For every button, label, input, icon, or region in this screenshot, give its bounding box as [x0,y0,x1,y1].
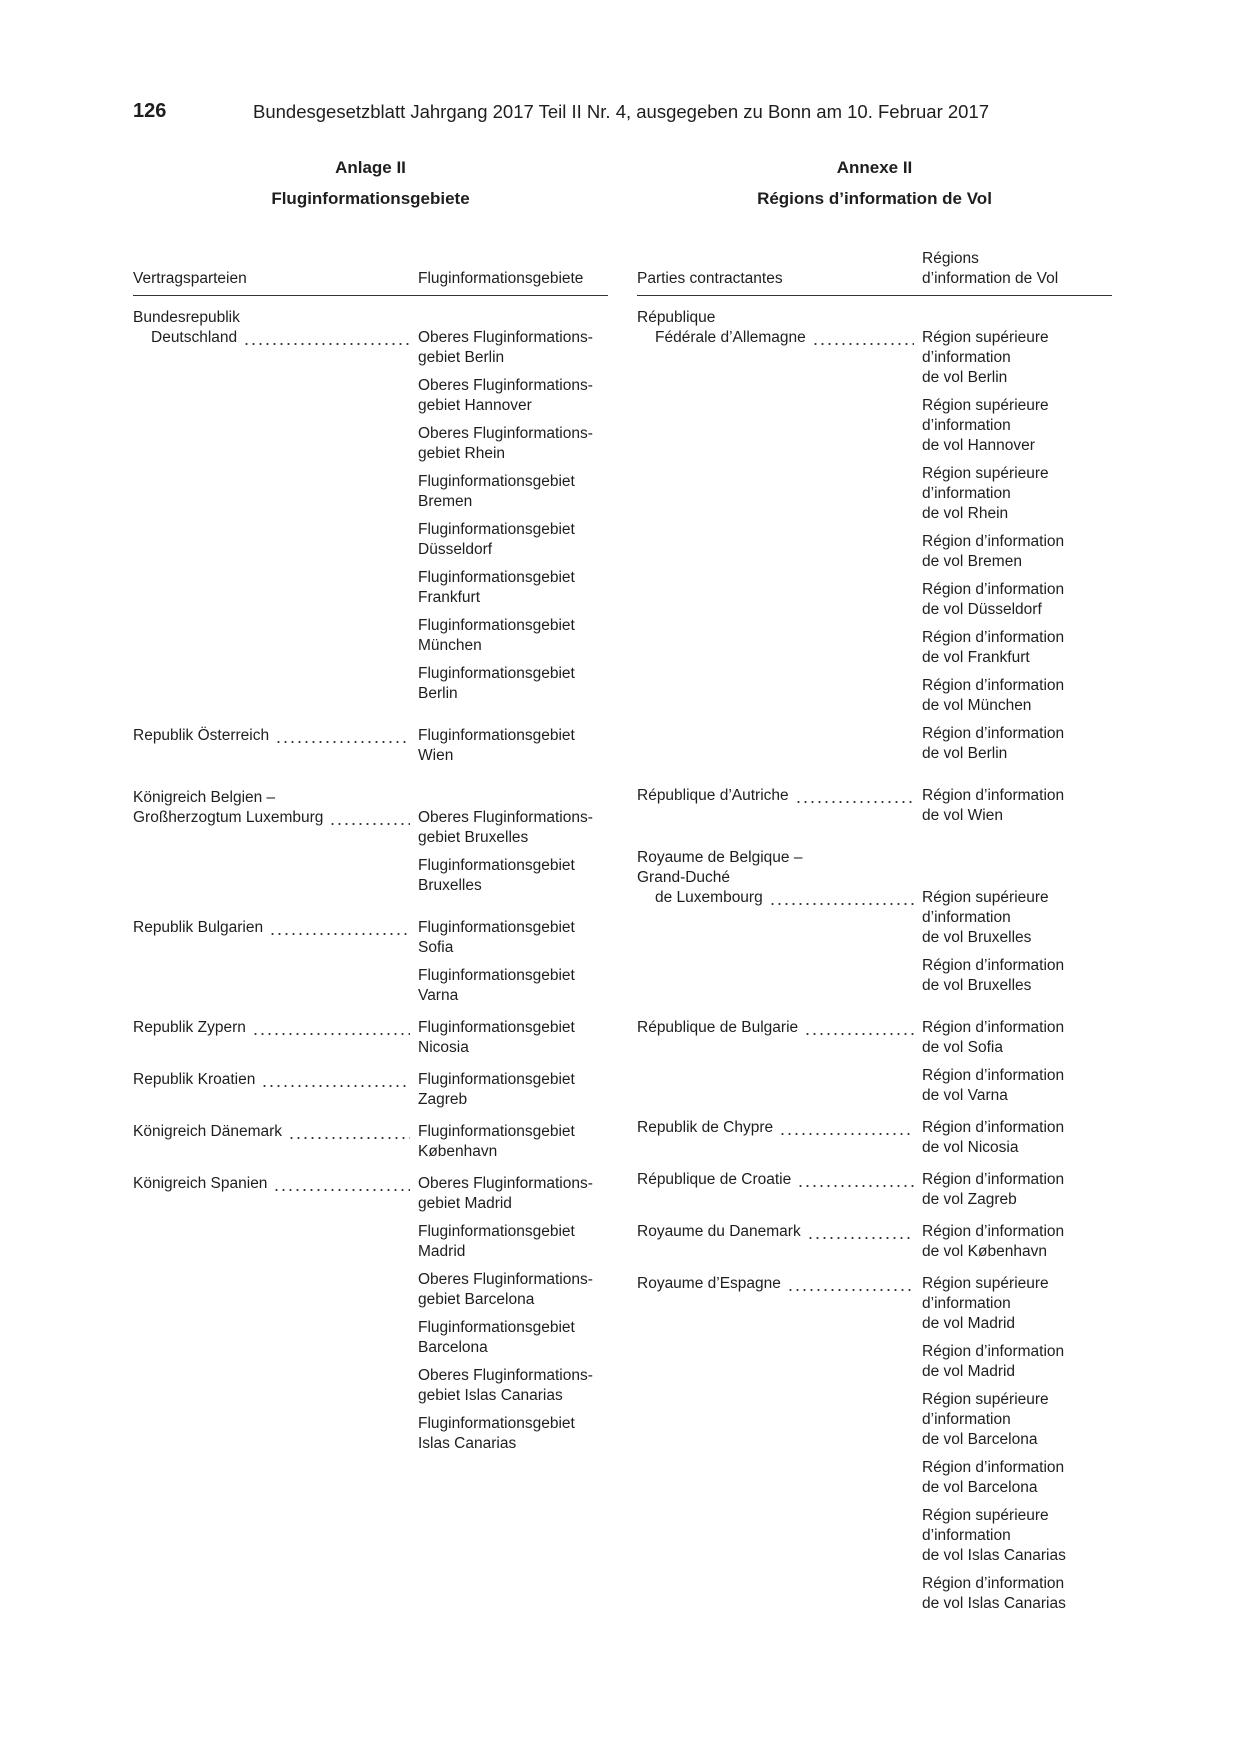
region-name-line: de vol Sofia [922,1039,1003,1056]
region-item [922,532,1112,572]
region-name-line: Fluginformationsgebiet [418,727,575,744]
region-item [922,956,1112,996]
region-name-line: København [418,1143,498,1160]
region-name-line: Région d’information [922,725,1065,742]
party-line [637,786,922,806]
region-name-line: de vol Islas Canarias [922,1547,1066,1564]
region-name-line: de vol Islas Canarias [922,1595,1066,1612]
region-item [418,726,608,766]
french-table-header [637,245,1112,296]
region-name-line: Région supérieure [922,397,1049,414]
region-item [922,888,1112,948]
region-item [418,616,608,656]
region-name-line: Fluginformationsgebiet [418,617,575,634]
region-name-line: Bremen [418,493,473,510]
region-name-line: de vol Bruxelles [922,929,1032,946]
region-name-line: de vol København [922,1243,1047,1260]
region-name-line: Région d’information [922,787,1065,804]
party-line [637,888,922,908]
region-name-line: Région supérieure [922,465,1049,482]
region-name-line: Oberes Fluginformations- [418,809,593,826]
dot-leader [797,1170,914,1190]
region-cell [418,726,608,766]
region-name-line: Région d’information [922,1067,1065,1084]
dot-leader [288,1122,410,1142]
region-name-line: Islas Canarias [418,1435,517,1452]
region-item [922,1390,1112,1450]
dot-leader [243,328,410,348]
region-item [922,1274,1112,1334]
region-name-line: München [418,637,482,654]
region-item [922,786,1112,826]
party-name: République de Croatie [637,1171,792,1188]
dot-leader [261,1070,410,1090]
party-cell [133,1174,418,1194]
region-item [922,1170,1112,1210]
running-title: Bundesgesetzblatt Jahrgang 2017 Teil II Nr. 4, ausgegeben zu Bonn am 10. Februar 2017 [253,101,990,122]
region-cell [922,1222,1112,1262]
region-cell [418,918,608,1006]
party-name: Königreich Spanien [133,1175,268,1192]
region-item [418,568,608,608]
region-name-line: de vol Frankfurt [922,649,1030,666]
party-cell [133,788,418,828]
region-name-line: Fluginformationsgebiet [418,473,575,490]
region-name-line: Fluginformationsgebiet [418,1319,575,1336]
region-name-line: Fluginformationsgebiet [418,967,575,984]
table-row [637,848,1112,996]
region-name-line: Région d’information [922,957,1065,974]
region-item [922,724,1112,764]
region-name-line: Zagreb [418,1091,468,1108]
party-line [637,868,922,888]
region-item [418,424,608,464]
party-cell [637,848,922,908]
region-item [418,1366,608,1406]
dot-leader [252,1018,410,1038]
party-line [637,328,922,348]
party-name: Republik Bulgarien [133,919,264,936]
french-annex-subtitle: Régions d’information de Vol [757,189,992,208]
dot-leader [273,1174,410,1194]
table-row [133,918,608,1006]
party-name: Royaume du Danemark [637,1223,801,1240]
region-name-line: Région supérieure [922,1275,1049,1292]
party-cell [133,726,418,746]
region-name-line: Région supérieure [922,329,1049,346]
region-name-line: Région d’information [922,1459,1065,1476]
region-item [922,1506,1112,1566]
region-cell [418,308,608,704]
region-name-line: Nicosia [418,1039,469,1056]
region-name-line: de vol Madrid [922,1315,1016,1332]
region-name-line: Région d’information [922,1119,1065,1136]
table-row [637,1222,1112,1262]
region-name-line: Fluginformationsgebiet [418,1123,575,1140]
region-item [922,1458,1112,1498]
party-name: Königreich Belgien – [133,789,276,806]
party-name: République d’Autriche [637,787,789,804]
dot-leader [275,726,410,746]
region-cell [418,788,608,896]
table-row [133,1070,608,1110]
region-name-line: Fluginformationsgebiet [418,1415,575,1432]
region-name-line: Oberes Fluginformations- [418,329,593,346]
region-name-line: Fluginformationsgebiet [418,919,575,936]
region-name-line: Oberes Fluginformations- [418,1271,593,1288]
region-name-line: Région d’information [922,581,1065,598]
party-name: de Luxembourg [655,889,763,906]
region-name-line: d’information [922,485,1011,502]
german-annex-title [133,152,608,214]
table-row [637,1274,1112,1614]
region-name-line: de vol Madrid [922,1363,1016,1380]
region-cell [418,1174,608,1454]
region-cell [418,1018,608,1058]
dot-leader [779,1118,914,1138]
region-name-line: d’information [922,1411,1011,1428]
table-row [133,1174,608,1454]
party-name: République [637,309,716,326]
region-name-line: d’information [922,349,1011,366]
region-item [922,1018,1112,1058]
region-item [418,472,608,512]
party-line [133,918,418,938]
party-cell [133,1018,418,1038]
region-name-line: de vol Wien [922,807,1003,824]
party-line [133,788,418,808]
party-line [133,1070,418,1090]
region-item [418,1070,608,1110]
column-header-vertragsparteien: Vertragsparteien [133,270,247,287]
region-item [418,808,608,848]
region-name-line: Région d’information [922,533,1065,550]
region-item [922,464,1112,524]
region-item [922,328,1112,388]
region-name-line: gebiet Berlin [418,349,505,366]
region-item [922,580,1112,620]
party-line [637,1018,922,1038]
region-item [418,1270,608,1310]
german-table-header [133,245,608,296]
region-name-line: Fluginformationsgebiet [418,1019,575,1036]
table-row [637,308,1112,764]
region-name-line: d’information [922,1295,1011,1312]
column-header-fluginformationsgebiete: Fluginformationsgebiete [418,270,584,287]
column-header-regions-information [922,249,1058,289]
region-name-line: Région d’information [922,677,1065,694]
region-item [418,856,608,896]
column-header-line: Régions [922,250,979,267]
table-row [637,786,1112,826]
region-name-line: gebiet Hannover [418,397,532,414]
party-line [637,848,922,868]
party-line [133,328,418,348]
region-cell [922,308,1112,764]
german-table-body [133,296,608,1454]
region-item [418,664,608,704]
region-name-line: de vol Zagreb [922,1191,1017,1208]
party-cell [637,1274,922,1294]
region-name-line: gebiet Islas Canarias [418,1387,563,1404]
column-header-line: d’information de Vol [922,270,1059,287]
region-name-line: Oberes Fluginformations- [418,1367,593,1384]
table-row [133,308,608,704]
region-name-line: gebiet Barcelona [418,1291,535,1308]
region-name-line: Fluginformationsgebiet [418,665,575,682]
dot-leader [769,888,914,908]
region-name-line: Oberes Fluginformations- [418,1175,593,1192]
dot-leader [787,1274,914,1294]
table-row [637,1118,1112,1158]
region-item [922,396,1112,456]
page-number: 126 [133,100,167,122]
party-cell [133,1070,418,1090]
region-item [922,628,1112,668]
region-name-line: de vol Berlin [922,369,1008,386]
region-item [418,1018,608,1058]
region-cell [922,848,1112,996]
table-row [133,788,608,896]
region-cell [922,1118,1112,1158]
region-name-line: de vol Düsseldorf [922,601,1042,618]
region-name-line: Sofia [418,939,454,956]
region-name-line: de vol München [922,697,1032,714]
region-cell [418,1122,608,1162]
region-name-line: Madrid [418,1243,466,1260]
region-name-line: de vol Barcelona [922,1479,1038,1496]
party-name: Fédérale d’Allemagne [655,329,806,346]
party-name: Republik Österreich [133,727,270,744]
party-cell [133,1122,418,1142]
french-annex-label: Annexe II [836,158,913,177]
party-line [133,808,418,828]
table-row [133,1018,608,1058]
party-name: Grand-Duché [637,869,731,886]
region-item [922,1574,1112,1614]
region-name-line: Région d’information [922,629,1065,646]
region-name-line: de vol Bremen [922,553,1022,570]
party-cell [637,786,922,806]
region-item [418,520,608,560]
party-name: Königreich Dänemark [133,1123,283,1140]
table-row [637,1018,1112,1106]
party-cell [133,308,418,348]
region-name-line: Berlin [418,685,458,702]
party-name: Royaume de Belgique – [637,849,803,866]
french-table-body [637,296,1112,1614]
region-name-line: gebiet Madrid [418,1195,512,1212]
region-name-line: gebiet Bruxelles [418,829,529,846]
region-item [418,376,608,416]
region-name-line: Fluginformationsgebiet [418,1223,575,1240]
party-cell [133,918,418,938]
page-header [133,100,1113,124]
party-name: Republik Zypern [133,1019,246,1036]
party-name: Großherzogtum Luxemburg [133,809,324,826]
region-name-line: Région d’information [922,1019,1065,1036]
party-cell [637,1170,922,1190]
dot-leader [812,328,914,348]
party-line [133,1122,418,1142]
party-line [637,1118,922,1138]
region-name-line: de vol Rhein [922,505,1009,522]
region-name-line: Oberes Fluginformations- [418,425,593,442]
region-name-line: Bruxelles [418,877,482,894]
german-annex-label: Anlage II [335,158,406,177]
party-cell [637,1118,922,1138]
region-cell [922,786,1112,826]
region-name-line: de vol Varna [922,1087,1008,1104]
region-name-line: Wien [418,747,454,764]
region-name-line: de vol Bruxelles [922,977,1032,994]
dot-leader [804,1018,914,1038]
region-cell [922,1274,1112,1614]
region-item [418,328,608,368]
region-item [922,1342,1112,1382]
party-line [133,1174,418,1194]
region-name-line: de vol Berlin [922,745,1008,762]
party-line [637,1274,922,1294]
region-name-line: Région d’information [922,1343,1065,1360]
column-header-parties-contractantes: Parties contractantes [637,270,783,287]
party-name: Republik de Chypre [637,1119,774,1136]
region-item [418,1122,608,1162]
party-cell [637,1018,922,1038]
party-line [133,308,418,328]
party-name: Republik Kroatien [133,1071,256,1088]
region-item [922,1118,1112,1158]
party-name: Deutschland [151,329,238,346]
table-row [637,1170,1112,1210]
party-line [637,308,922,328]
region-item [922,1222,1112,1262]
region-name-line: d’information [922,1527,1011,1544]
region-name-line: Oberes Fluginformations- [418,377,593,394]
region-name-line: Barcelona [418,1339,488,1356]
french-annex-title [637,152,1112,214]
region-item [418,1318,608,1358]
region-name-line: de vol Nicosia [922,1139,1019,1156]
region-name-line: Région d’information [922,1223,1065,1240]
party-name: Bundesrepublik [133,309,240,326]
region-item [418,1174,608,1214]
region-name-line: Fluginformationsgebiet [418,521,575,538]
region-name-line: d’information [922,909,1011,926]
region-name-line: Région d’information [922,1171,1065,1188]
region-name-line: Région supérieure [922,1507,1049,1524]
party-cell [637,1222,922,1242]
region-item [418,966,608,1006]
region-name-line: de vol Barcelona [922,1431,1038,1448]
region-item [922,676,1112,716]
region-cell [922,1018,1112,1106]
dot-leader [269,918,410,938]
region-cell [922,1170,1112,1210]
french-table [637,245,1112,1614]
dot-leader [795,786,914,806]
dot-leader [329,808,410,828]
table-row [133,726,608,766]
region-name-line: d’information [922,417,1011,434]
region-name-line: de vol Hannover [922,437,1035,454]
region-item [418,1414,608,1454]
party-line [637,1170,922,1190]
party-name: Royaume d’Espagne [637,1275,781,1292]
region-item [418,918,608,958]
region-item [418,1222,608,1262]
party-line [133,726,418,746]
region-name-line: gebiet Rhein [418,445,506,462]
party-cell [637,308,922,348]
region-name-line: Düsseldorf [418,541,493,558]
region-cell [418,1070,608,1110]
party-line [637,1222,922,1242]
german-annex-subtitle: Fluginformationsgebiete [271,189,470,208]
region-name-line: Varna [418,987,459,1004]
party-line [133,1018,418,1038]
region-name-line: Région d’information [922,1575,1065,1592]
table-row [133,1122,608,1162]
region-name-line: Fluginformationsgebiet [418,1071,575,1088]
german-table [133,245,608,1454]
region-item [922,1066,1112,1106]
region-name-line: Fluginformationsgebiet [418,857,575,874]
party-name: République de Bulgarie [637,1019,799,1036]
region-name-line: Frankfurt [418,589,481,606]
region-name-line: Région supérieure [922,1391,1049,1408]
region-name-line: Fluginformationsgebiet [418,569,575,586]
dot-leader [807,1222,914,1242]
region-name-line: Région supérieure [922,889,1049,906]
